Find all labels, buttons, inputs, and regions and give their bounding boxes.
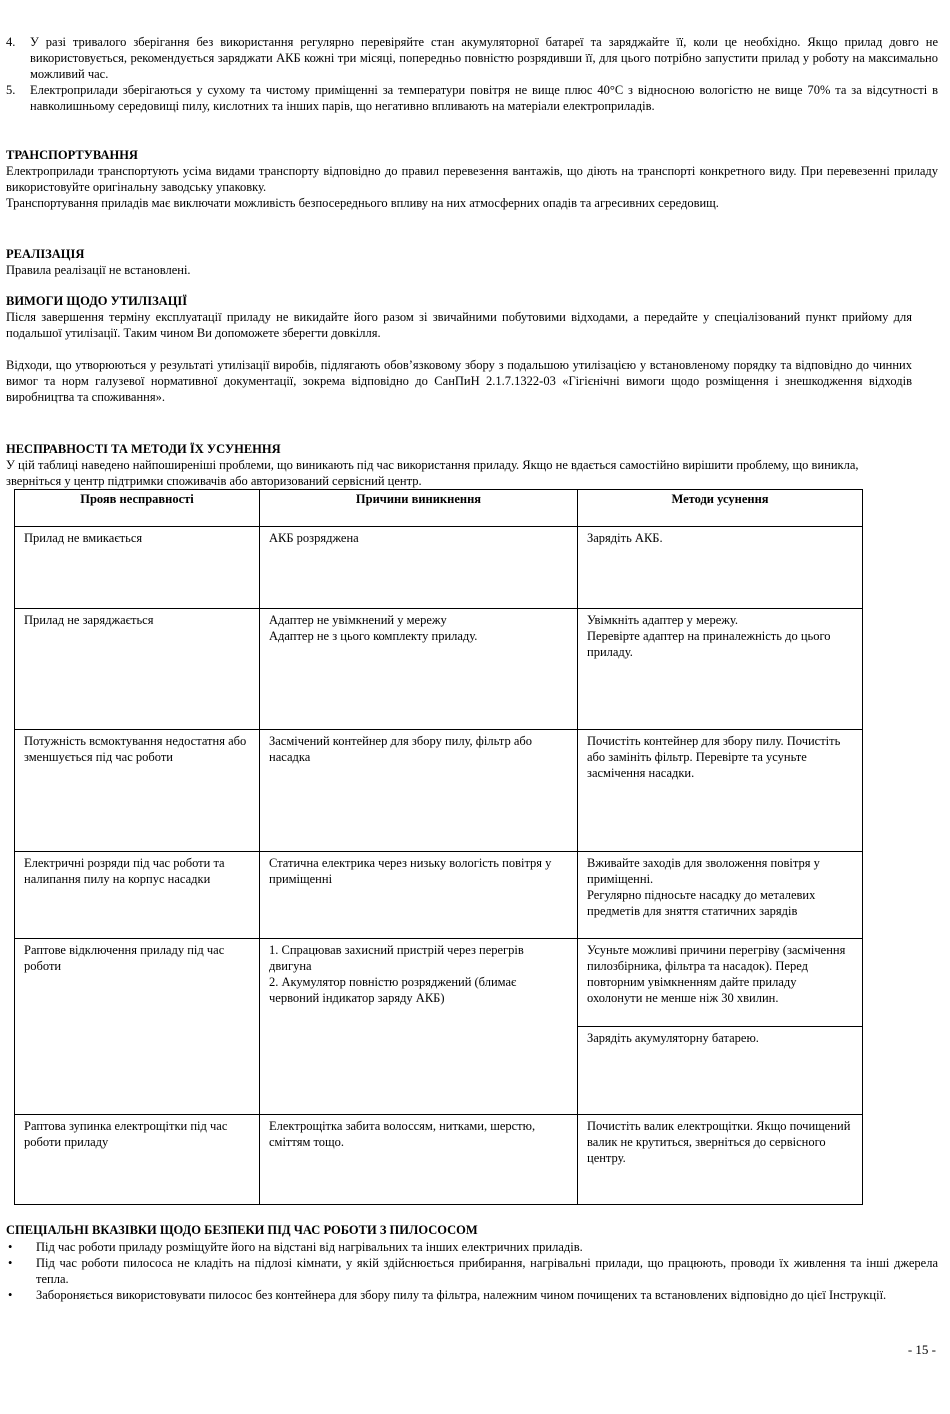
cause-cell: [260, 730, 578, 852]
bullet-icon: •: [8, 1288, 13, 1302]
table-header-row: [15, 490, 863, 527]
cause-cell: [260, 1115, 578, 1205]
fix-line: Зарядіть акумуляторну батарею.: [587, 1031, 759, 1045]
fix-line: Зарядіть АКБ.: [587, 531, 663, 545]
paragraph: Відходи, що утворюються у результаті утилізації виробів, підлягають обов’язковому збору з подальшою утилізацією у встановленому порядку та відповідно до чинних вимог та норм галузевої нормативної документації, зокрема відповідно до СанПиН 2.1.7.1322-03 «Гігієнічні вимоги щодо розміщення і знешкодження відходів виробництва та споживання».: [6, 358, 912, 404]
fix-cell: [578, 1115, 863, 1205]
column-header: Методи усунення: [578, 490, 863, 527]
cause-cell: [260, 609, 578, 730]
fix-cell: [578, 1027, 863, 1115]
list-item: [6, 82, 938, 114]
item-text: Забороняється використовувати пилосос без контейнера для збору пилу та фільтра, належним чином почищених та встановлених відповідно до цієї Інструкції.: [36, 1288, 887, 1302]
list-item: [6, 1239, 938, 1255]
cause-line: 1. Спрацював захисний пристрій через перегрів двигуна: [269, 943, 524, 973]
safety-section: [6, 1222, 938, 1238]
section-heading: ВИМОГИ ЩОДО УТИЛІЗАЦІЇ: [6, 294, 188, 308]
table-row: [15, 527, 863, 609]
realization-section: [6, 246, 938, 278]
paragraph: У цій таблиці наведено найпоширеніші проблеми, що виникають під час використання приладу. Якщо не вдається самостійно вирішити проблему, що виникла, зверніться у центр підтримки споживачів або авторизований сервісний центр.: [6, 458, 859, 488]
fix-line: Увімкніть адаптер у мережу.: [587, 613, 739, 627]
safety-list: [6, 1239, 938, 1303]
transport-section: [6, 147, 938, 211]
table-row: [15, 1115, 863, 1205]
cause-line: Засмічений контейнер для збору пилу, фільтр або насадка: [269, 734, 532, 764]
column-header: Прояв несправності: [15, 490, 260, 527]
troubleshooting-section: [6, 441, 906, 489]
cause-cell: [260, 527, 578, 609]
fix-line: Регулярно підносьте насадку до металевих предметів для зняття статичних зарядів: [587, 888, 816, 918]
cause-line: Адаптер не увімкнений у мережу: [269, 613, 447, 627]
column-header: Причини виникнення: [260, 490, 578, 527]
cause-cell: [260, 939, 578, 1115]
table-row: [15, 609, 863, 730]
symptom-cell: Потужність всмоктування недостатня або зменшується під час роботи: [15, 730, 260, 852]
symptom-cell: Електричні розряди під час роботи та налипання пилу на корпус насадки: [15, 852, 260, 939]
cause-line: АКБ розряджена: [269, 531, 359, 545]
troubleshooting-table: [14, 489, 863, 1205]
list-item: [6, 34, 938, 82]
paragraph: Транспортування приладів має виключати можливість безпосереднього впливу на них атмосферних опадів та агресивних середовищ.: [6, 196, 719, 210]
paragraph: Після завершення терміну експлуатації приладу не викидайте його разом зі звичайними побутовими відходами, а передайте у спеціалізований пункт прийому для подальшої утилізації. Таким чином Ви допоможете зберегти довкілля.: [6, 310, 912, 340]
cause-cell: [260, 852, 578, 939]
symptom-cell: Раптове відключення приладу під час роботи: [15, 939, 260, 1115]
fix-cell: [578, 939, 863, 1027]
item-text: У разі тривалого зберігання без використання регулярно перевіряйте стан акумуляторної батареї та заряджайте її, коли це необхідно. Якщо прилад довго не використовується, рекомендується заряджати АКБ кожні три місяці, попередньо повністю розрядивши її, для цього потрібно запустити прилад у роботу на максимально можливий час.: [30, 35, 938, 81]
table-row: [15, 730, 863, 852]
item-text: Під час роботи приладу розміщуйте його на відстані від нагрівальних та інших електричних приладів.: [36, 1240, 583, 1254]
fix-cell: [578, 852, 863, 939]
disposal-section: [6, 293, 912, 405]
list-item: [6, 1287, 938, 1303]
paragraph: Електроприлади транспортують усіма видами транспорту відповідно до правил перевезення вантажів, що діють на транспорті конкретного виду. При перевезенні приладу використовуйте оригінальну заводську упаковку.: [6, 164, 938, 194]
page-number: - 15 -: [907, 1342, 936, 1357]
storage-list: [6, 34, 938, 114]
cause-line: Адаптер не з цього комплекту приладу.: [269, 629, 478, 643]
item-text: Під час роботи пилососа не кладіть на підлозі кімнати, у якій здійснюється прибирання, нагрівальні прилади, що працюють, проводи їх живлення та інші джерела тепла.: [36, 1256, 938, 1286]
bullet-icon: •: [8, 1240, 13, 1254]
fix-cell: [578, 527, 863, 609]
fix-cell: [578, 730, 863, 852]
section-heading: НЕСПРАВНОСТІ ТА МЕТОДИ ЇХ УСУНЕННЯ: [6, 442, 281, 456]
section-heading: СПЕЦІАЛЬНІ ВКАЗІВКИ ЩОДО БЕЗПЕКИ ПІД ЧАС РОБОТИ З ПИЛОСОСОМ: [6, 1223, 478, 1237]
item-number: 5.: [6, 83, 16, 97]
section-heading: ТРАНСПОРТУВАННЯ: [6, 148, 138, 162]
bullet-icon: •: [8, 1256, 13, 1270]
cause-line: 2. Акумулятор повністю розряджений (блимає червоний індикатор заряду АКБ): [269, 975, 517, 1005]
cause-line: Статична електрика через низьку вологість повітря у приміщенні: [269, 856, 552, 886]
section-heading: РЕАЛІЗАЦІЯ: [6, 247, 85, 261]
item-number: 4.: [6, 35, 16, 49]
cause-line: Електрощітка забита волоссям, нитками, шерстю, сміттям тощо.: [269, 1119, 536, 1149]
fix-line: Усуньте можливі причини перегріву (засмічення пилозбірника, фільтра та насадок). Перед повторним увімкненням дайте приладу охолонути не менше ніж 30 хвилин.: [587, 943, 846, 1005]
symptom-cell: Прилад не вмикається: [15, 527, 260, 609]
fix-line: Почистіть контейнер для збору пилу. Почистіть або замініть фільтр. Перевірте та усуньте засмічення насадки.: [587, 734, 841, 780]
fix-cell: [578, 609, 863, 730]
fix-line: Перевірте адаптер на приналежність до цього приладу.: [587, 629, 831, 659]
fix-line: Вживайте заходів для зволоження повітря у приміщенні.: [587, 856, 820, 886]
symptom-cell: Прилад не заряджається: [15, 609, 260, 730]
table-row: [15, 939, 863, 1027]
list-item: [6, 1255, 938, 1287]
symptom-cell: Раптова зупинка електрощітки під час роботи приладу: [15, 1115, 260, 1205]
table-row: [15, 852, 863, 939]
item-text: Електроприлади зберігаються у сухому та чистому приміщенні за температури повітря не вище плюс 40°С з відносною вологістю не вище 70% та за відсутності в навколишньому середовищі пилу, кислотних та інших парів, що негативно впливають на матеріали електроприладів.: [30, 83, 938, 113]
paragraph: Правила реалізації не встановлені.: [6, 263, 191, 277]
fix-line: Почистіть валик електрощітки. Якщо почищений валик не крутиться, зверніться до сервісного центру.: [587, 1119, 851, 1165]
